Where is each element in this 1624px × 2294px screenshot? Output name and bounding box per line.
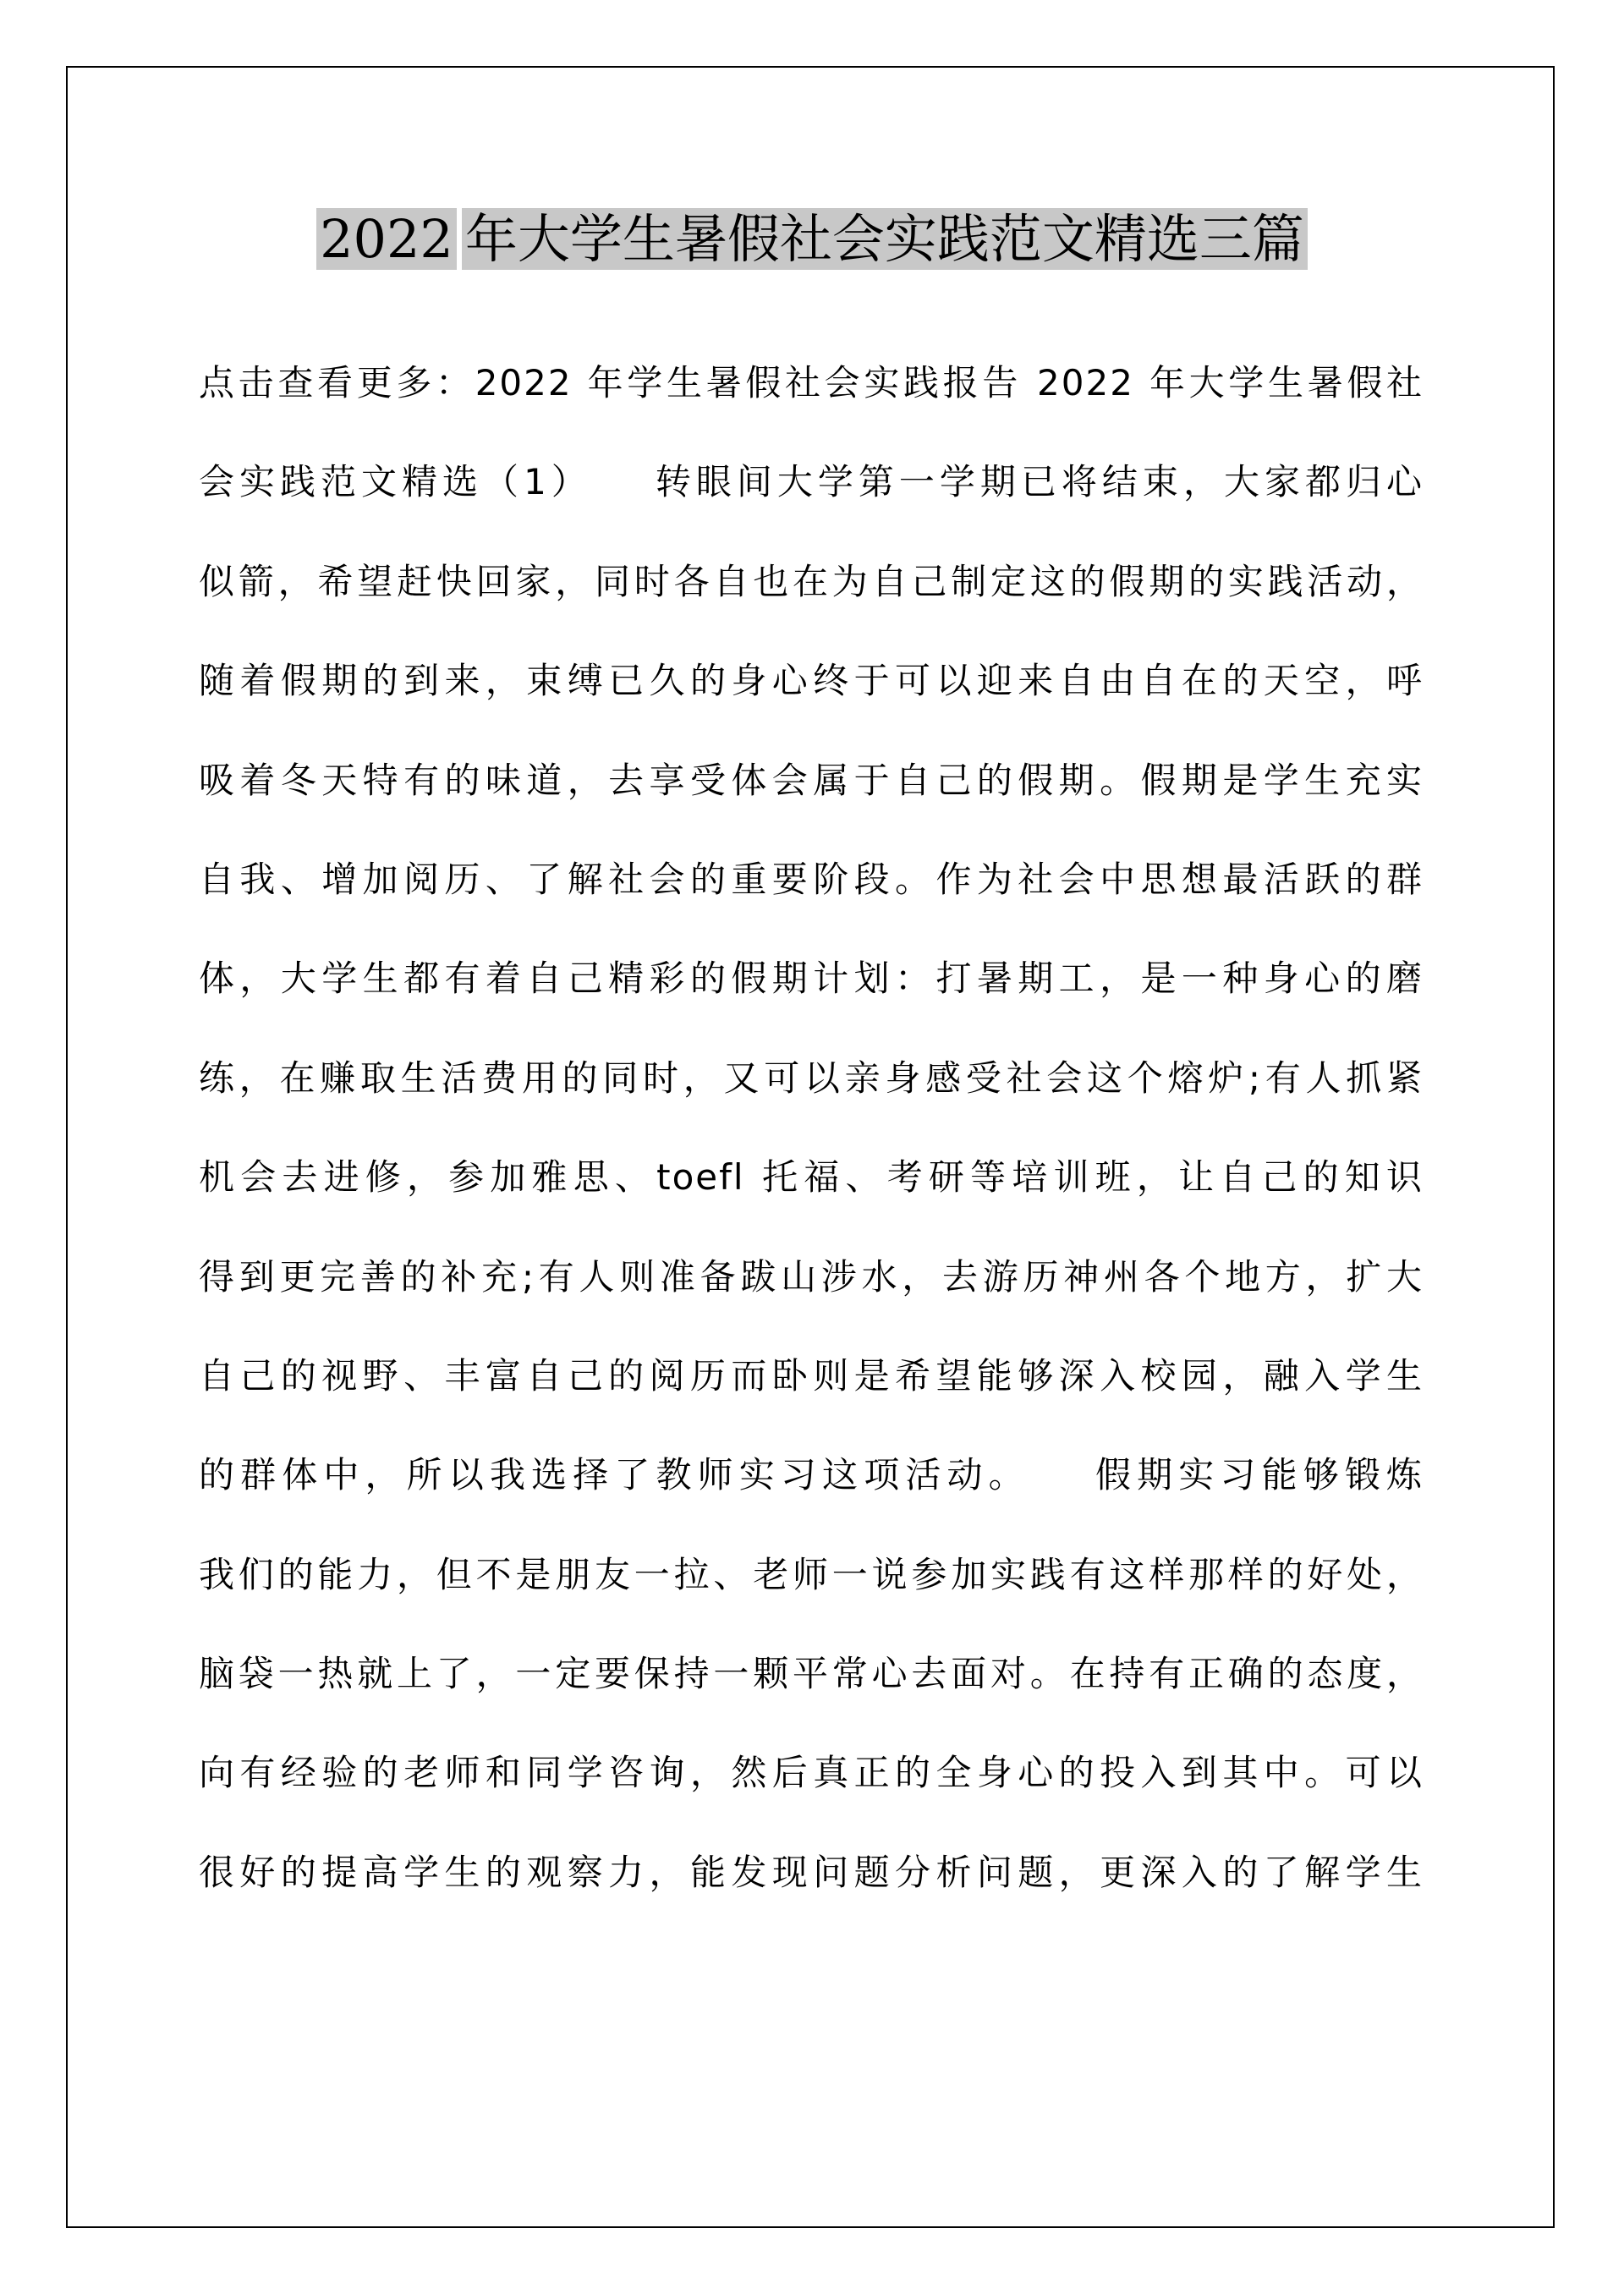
body-text-line: 自己的视野、丰富自己的阅历而卧则是希望能够深入校园，融入学生 <box>199 1354 1424 1397</box>
body-text-line: 会实践范文精选（1） 转眼间大学第一学期已将结束，大家都归心 <box>199 461 1424 503</box>
document-title <box>0 203 1624 276</box>
document-body <box>199 354 1424 1942</box>
body-text-line: 机会去进修，参加雅思、toefl 托福、考研等培训班，让自己的知识 <box>199 1156 1424 1199</box>
body-text-line: 的群体中，所以我选择了教师实习这项活动。 假期实习能够锻炼 <box>199 1454 1424 1496</box>
body-text-line: 吸着冬天特有的味道，去享受体会属于自己的假期。假期是学生充实 <box>199 759 1424 801</box>
body-text-line: 向有经验的老师和同学咨询，然后真正的全身心的投入到其中。可以 <box>199 1752 1424 1794</box>
body-text-line: 很好的提高学生的观察力，能发现问题分析问题，更深入的了解学生 <box>199 1851 1424 1893</box>
body-text-line: 得到更完善的补充;有人则准备跋山涉水，去游历神州各个地方，扩大 <box>199 1255 1424 1298</box>
body-text-line: 脑袋一热就上了，一定要保持一颗平常心去面对。在持有正确的态度， <box>199 1653 1424 1695</box>
title-text: 年大学生暑假社会实践范文精选三篇 <box>462 208 1308 270</box>
body-text-line: 自我、增加阅历、了解社会的重要阶段。作为社会中思想最活跃的群 <box>199 858 1424 900</box>
body-text-line: 点击查看更多：2022 年学生暑假社会实践报告 2022 年大学生暑假社 <box>199 362 1424 403</box>
body-text-line: 体，大学生都有着自己精彩的假期计划：打暑期工，是一种身心的磨 <box>199 958 1424 1000</box>
body-text-line: 练，在赚取生活费用的同时，又可以亲身感受社会这个熔炉;有人抓紧 <box>199 1056 1424 1099</box>
body-text-line: 似箭，希望赶快回家，同时各自也在为自己制定这的假期的实践活动， <box>199 560 1424 602</box>
title-year: 2022 <box>316 208 457 270</box>
body-text-line: 随着假期的到来，束缚已久的身心终于可以迎来自由自在的天空，呼 <box>199 660 1424 702</box>
body-text-line: 我们的能力，但不是朋友一拉、老师一说参加实践有这样那样的好处， <box>199 1553 1424 1595</box>
